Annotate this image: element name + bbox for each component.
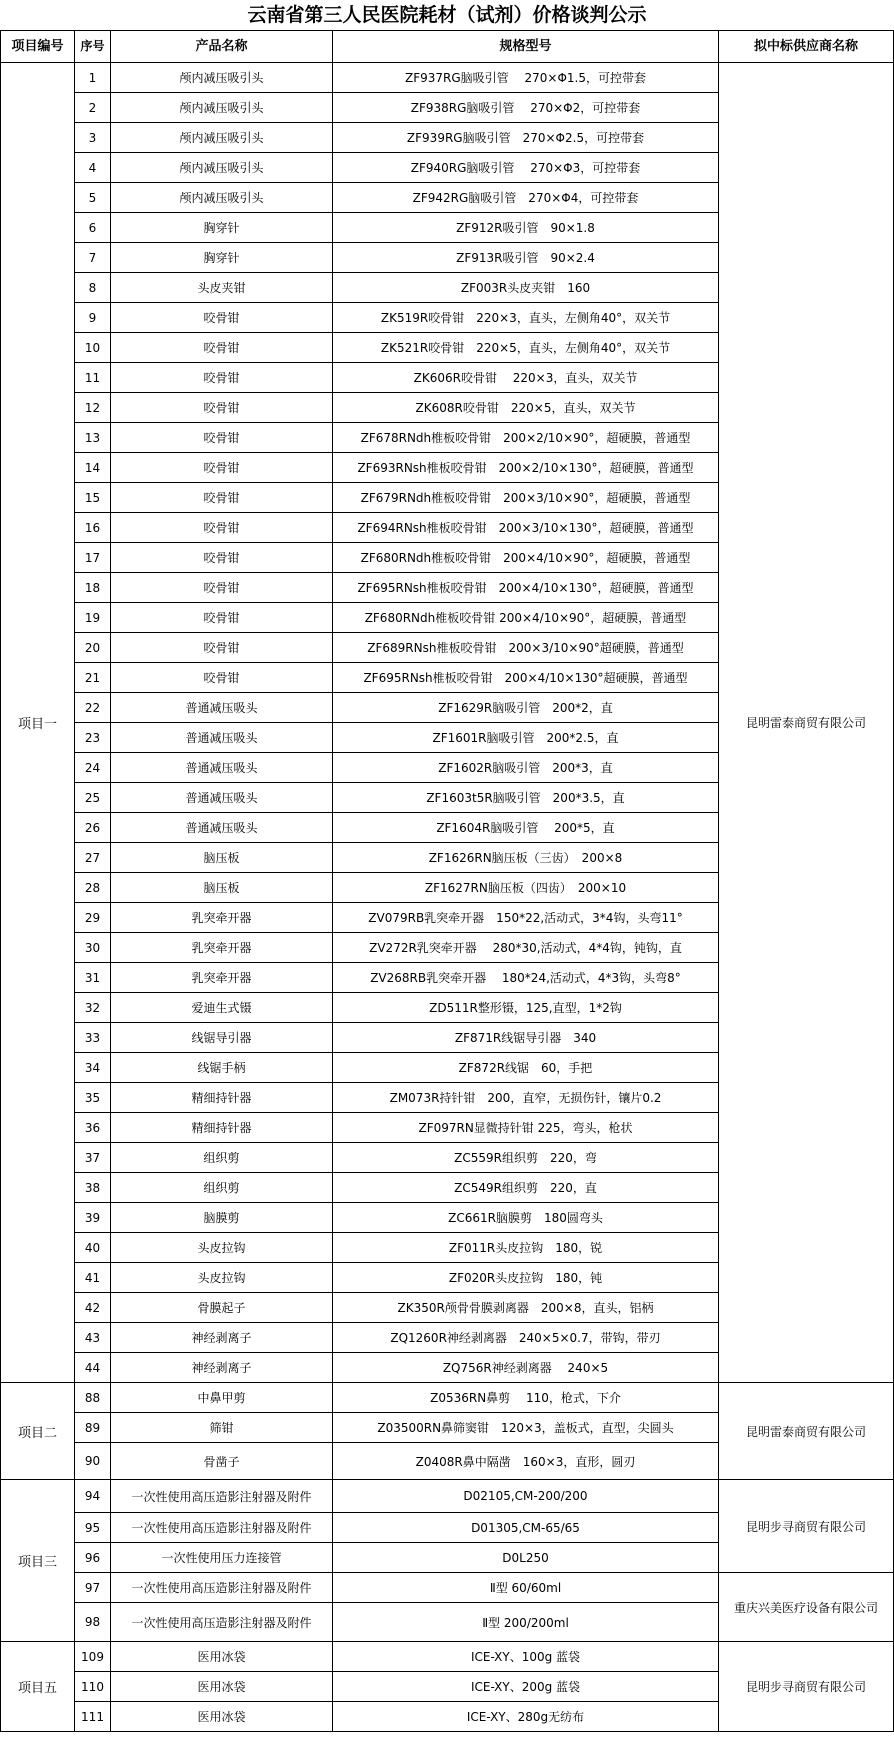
seq-cell: 2 [75, 93, 111, 123]
product-name-cell: 咬骨钳 [111, 633, 333, 663]
spec-cell: ZK350R颅骨骨膜剥离器 200×8，直头，铝柄 [333, 1293, 719, 1323]
seq-cell: 23 [75, 723, 111, 753]
spec-cell: ZF020R头皮拉钩 180，钝 [333, 1263, 719, 1293]
product-name-cell: 精细持针器 [111, 1083, 333, 1113]
product-name-cell: 普通减压吸头 [111, 753, 333, 783]
seq-cell: 11 [75, 363, 111, 393]
header-name: 产品名称 [111, 31, 333, 63]
seq-cell: 33 [75, 1023, 111, 1053]
seq-cell: 109 [75, 1642, 111, 1672]
project-cell: 项目三 [1, 1480, 75, 1642]
spec-cell: ZF694RNsh椎板咬骨钳 200×3/10×130°，超硬膜，普通型 [333, 513, 719, 543]
spec-cell: ZF913R吸引管 90×2.4 [333, 243, 719, 273]
spec-cell: D02105,CM-200/200 [333, 1480, 719, 1513]
seq-cell: 20 [75, 633, 111, 663]
product-name-cell: 线锯手柄 [111, 1053, 333, 1083]
seq-cell: 36 [75, 1113, 111, 1143]
spec-cell: ICE-XY、200g 蓝袋 [333, 1672, 719, 1702]
product-name-cell: 脑压板 [111, 843, 333, 873]
supplier-cell: 重庆兴美医疗设备有限公司 [719, 1573, 894, 1642]
table-body [1, 63, 894, 1732]
seq-cell: 44 [75, 1353, 111, 1383]
seq-cell: 5 [75, 183, 111, 213]
spec-cell: ZK608R咬骨钳 220×5，直头，双关节 [333, 393, 719, 423]
product-name-cell: 颅内减压吸引头 [111, 63, 333, 93]
spec-cell: ZV268RB乳突牵开器 180*24,活动式，4*3钩，头弯8° [333, 963, 719, 993]
seq-cell: 111 [75, 1702, 111, 1732]
seq-cell: 21 [75, 663, 111, 693]
product-name-cell: 咬骨钳 [111, 513, 333, 543]
spec-cell: ZC661R脑膜剪 180圆弯头 [333, 1203, 719, 1233]
product-name-cell: 医用冰袋 [111, 1642, 333, 1672]
spec-cell: ZK519R咬骨钳 220×3，直头，左侧角40°，双关节 [333, 303, 719, 333]
spec-cell: ZF942RG脑吸引管 270×Φ4，可控带套 [333, 183, 719, 213]
seq-cell: 26 [75, 813, 111, 843]
seq-cell: 4 [75, 153, 111, 183]
product-name-cell: 颅内减压吸引头 [111, 123, 333, 153]
product-name-cell: 胸穿针 [111, 213, 333, 243]
product-name-cell: 颅内减压吸引头 [111, 183, 333, 213]
product-name-cell: 乳突牵开器 [111, 933, 333, 963]
spec-cell: ZF937RG脑吸引管 270×Φ1.5，可控带套 [333, 63, 719, 93]
seq-cell: 24 [75, 753, 111, 783]
product-name-cell: 一次性使用高压造影注射器及附件 [111, 1573, 333, 1603]
seq-cell: 38 [75, 1173, 111, 1203]
spec-cell: ZV272R乳突牵开器 280*30,活动式，4*4钩，钝钩，直 [333, 933, 719, 963]
seq-cell: 34 [75, 1053, 111, 1083]
product-name-cell: 中鼻甲剪 [111, 1383, 333, 1413]
project-cell: 项目五 [1, 1642, 75, 1732]
product-name-cell: 乳突牵开器 [111, 903, 333, 933]
spec-cell: ZF1601R脑吸引管 200*2.5，直 [333, 723, 719, 753]
product-name-cell: 颅内减压吸引头 [111, 93, 333, 123]
spec-cell: ZF011R头皮拉钩 180，锐 [333, 1233, 719, 1263]
spec-cell: Z03500RN鼻筛窦钳 120×3，盖板式，直型，尖圆头 [333, 1413, 719, 1443]
seq-cell: 25 [75, 783, 111, 813]
seq-cell: 41 [75, 1263, 111, 1293]
seq-cell: 88 [75, 1383, 111, 1413]
table-row [1, 1573, 894, 1603]
product-name-cell: 组织剪 [111, 1143, 333, 1173]
product-name-cell: 精细持针器 [111, 1113, 333, 1143]
table-row [1, 1642, 894, 1672]
product-name-cell: 头皮夹钳 [111, 273, 333, 303]
supplier-cell: 昆明步寻商贸有限公司 [719, 1642, 894, 1732]
product-name-cell: 医用冰袋 [111, 1672, 333, 1702]
seq-cell: 43 [75, 1323, 111, 1353]
spec-cell: ZF1629R脑吸引管 200*2，直 [333, 693, 719, 723]
price-negotiation-table [0, 30, 894, 1732]
seq-cell: 96 [75, 1543, 111, 1573]
seq-cell: 8 [75, 273, 111, 303]
spec-cell: ZF1626RN脑压板（三齿） 200×8 [333, 843, 719, 873]
spec-cell: ZF872R线锯 60，手把 [333, 1053, 719, 1083]
product-name-cell: 颅内减压吸引头 [111, 153, 333, 183]
seq-cell: 40 [75, 1233, 111, 1263]
table-row [1, 1480, 894, 1513]
product-name-cell: 普通减压吸头 [111, 783, 333, 813]
spec-cell: ZF939RG脑吸引管 270×Φ2.5，可控带套 [333, 123, 719, 153]
spec-cell: ZF680RNdh椎板咬骨钳 200×4/10×90°，超硬膜，普通型 [333, 543, 719, 573]
seq-cell: 110 [75, 1672, 111, 1702]
spec-cell: ZC559R组织剪 220，弯 [333, 1143, 719, 1173]
header-seq: 序号 [75, 31, 111, 63]
seq-cell: 29 [75, 903, 111, 933]
seq-cell: 6 [75, 213, 111, 243]
seq-cell: 13 [75, 423, 111, 453]
product-name-cell: 组织剪 [111, 1173, 333, 1203]
seq-cell: 32 [75, 993, 111, 1023]
supplier-cell: 昆明步寻商贸有限公司 [719, 1480, 894, 1573]
product-name-cell: 头皮拉钩 [111, 1233, 333, 1263]
spec-cell: ZQ1260R神经剥离器 240×5×0.7，带钩，带刃 [333, 1323, 719, 1353]
seq-cell: 39 [75, 1203, 111, 1233]
seq-cell: 19 [75, 603, 111, 633]
seq-cell: 12 [75, 393, 111, 423]
product-name-cell: 骨凿子 [111, 1443, 333, 1480]
product-name-cell: 咬骨钳 [111, 363, 333, 393]
header-project: 项目编号 [1, 31, 75, 63]
page-title: 云南省第三人民医院耗材（试剂）价格谈判公示 [247, 4, 647, 26]
product-name-cell: 脑膜剪 [111, 1203, 333, 1233]
spec-cell: Z0408R鼻中隔凿 160×3，直形，圆刃 [333, 1443, 719, 1480]
product-name-cell: 一次性使用高压造影注射器及附件 [111, 1513, 333, 1543]
product-name-cell: 咬骨钳 [111, 393, 333, 423]
product-name-cell: 咬骨钳 [111, 663, 333, 693]
spec-cell: ZD511R整形镊，125,直型，1*2钩 [333, 993, 719, 1023]
product-name-cell: 神经剥离子 [111, 1353, 333, 1383]
spec-cell: ZF1602R脑吸引管 200*3，直 [333, 753, 719, 783]
product-name-cell: 头皮拉钩 [111, 1263, 333, 1293]
spec-cell: Ⅱ型 60/60ml [333, 1573, 719, 1603]
seq-cell: 7 [75, 243, 111, 273]
spec-cell: Z0536RN鼻剪 110，枪式，下介 [333, 1383, 719, 1413]
supplier-cell: 昆明雷泰商贸有限公司 [719, 63, 894, 1383]
product-name-cell: 咬骨钳 [111, 423, 333, 453]
seq-cell: 42 [75, 1293, 111, 1323]
spec-cell: ZF871R线锯导引器 340 [333, 1023, 719, 1053]
product-name-cell: 神经剥离子 [111, 1323, 333, 1353]
spec-cell: ICE-XY、100g 蓝袋 [333, 1642, 719, 1672]
seq-cell: 17 [75, 543, 111, 573]
table-row [1, 63, 894, 93]
spec-cell: ZF1604R脑吸引管 200*5，直 [333, 813, 719, 843]
spec-cell: ZF695RNsh椎板咬骨钳 200×4/10×130°，超硬膜，普通型 [333, 573, 719, 603]
spec-cell: ZF679RNdh椎板咬骨钳 200×3/10×90°，超硬膜，普通型 [333, 483, 719, 513]
spec-cell: ZF693RNsh椎板咬骨钳 200×2/10×130°，超硬膜，普通型 [333, 453, 719, 483]
spec-cell: ZF938RG脑吸引管 270×Φ2，可控带套 [333, 93, 719, 123]
seq-cell: 89 [75, 1413, 111, 1443]
product-name-cell: 脑压板 [111, 873, 333, 903]
product-name-cell: 胸穿针 [111, 243, 333, 273]
product-name-cell: 筛钳 [111, 1413, 333, 1443]
seq-cell: 1 [75, 63, 111, 93]
seq-cell: 35 [75, 1083, 111, 1113]
product-name-cell: 医用冰袋 [111, 1702, 333, 1732]
seq-cell: 22 [75, 693, 111, 723]
spec-cell: ZF097RN显微持针钳 225，弯头，枪状 [333, 1113, 719, 1143]
header-row [1, 31, 894, 63]
product-name-cell: 咬骨钳 [111, 573, 333, 603]
product-name-cell: 咬骨钳 [111, 303, 333, 333]
product-name-cell: 线锯导引器 [111, 1023, 333, 1053]
seq-cell: 97 [75, 1573, 111, 1603]
seq-cell: 16 [75, 513, 111, 543]
seq-cell: 98 [75, 1603, 111, 1642]
product-name-cell: 爱迪生式镊 [111, 993, 333, 1023]
seq-cell: 90 [75, 1443, 111, 1480]
spec-cell: ZF678RNdh椎板咬骨钳 200×2/10×90°，超硬膜，普通型 [333, 423, 719, 453]
product-name-cell: 咬骨钳 [111, 483, 333, 513]
product-name-cell: 普通减压吸头 [111, 813, 333, 843]
seq-cell: 14 [75, 453, 111, 483]
seq-cell: 27 [75, 843, 111, 873]
table-row [1, 1383, 894, 1413]
project-cell: 项目一 [1, 63, 75, 1383]
seq-cell: 31 [75, 963, 111, 993]
spec-cell: ICE-XY、280g无纺布 [333, 1702, 719, 1732]
supplier-cell: 昆明雷泰商贸有限公司 [719, 1383, 894, 1480]
spec-cell: ZF680RNdh椎板咬骨钳 200×4/10×90°，超硬膜，普通型 [333, 603, 719, 633]
spec-cell: ZF940RG脑吸引管 270×Φ3，可控带套 [333, 153, 719, 183]
product-name-cell: 普通减压吸头 [111, 693, 333, 723]
product-name-cell: 咬骨钳 [111, 603, 333, 633]
spec-cell: ZF1627RN脑压板（四齿） 200×10 [333, 873, 719, 903]
seq-cell: 37 [75, 1143, 111, 1173]
spec-cell: ZK606R咬骨钳 220×3，直头，双关节 [333, 363, 719, 393]
header-spec: 规格型号 [333, 31, 719, 63]
product-name-cell: 咬骨钳 [111, 333, 333, 363]
seq-cell: 9 [75, 303, 111, 333]
spec-cell: ZF695RNsh椎板咬骨钳 200×4/10×130°超硬膜，普通型 [333, 663, 719, 693]
seq-cell: 95 [75, 1513, 111, 1543]
product-name-cell: 骨膜起子 [111, 1293, 333, 1323]
spec-cell: D0L250 [333, 1543, 719, 1573]
spec-cell: ZC549R组织剪 220，直 [333, 1173, 719, 1203]
seq-cell: 94 [75, 1480, 111, 1513]
header-supplier: 拟中标供应商名称 [719, 31, 894, 63]
seq-cell: 10 [75, 333, 111, 363]
spec-cell: D01305,CM-65/65 [333, 1513, 719, 1543]
product-name-cell: 一次性使用高压造影注射器及附件 [111, 1603, 333, 1642]
seq-cell: 30 [75, 933, 111, 963]
seq-cell: 3 [75, 123, 111, 153]
seq-cell: 28 [75, 873, 111, 903]
spec-cell: ZF912R吸引管 90×1.8 [333, 213, 719, 243]
spec-cell: ZF003R头皮夹钳 160 [333, 273, 719, 303]
project-cell: 项目二 [1, 1383, 75, 1480]
product-name-cell: 乳突牵开器 [111, 963, 333, 993]
product-name-cell: 咬骨钳 [111, 543, 333, 573]
product-name-cell: 咬骨钳 [111, 453, 333, 483]
spec-cell: ZK521R咬骨钳 220×5，直头，左侧角40°，双关节 [333, 333, 719, 363]
spec-cell: Ⅱ型 200/200ml [333, 1603, 719, 1642]
product-name-cell: 普通减压吸头 [111, 723, 333, 753]
seq-cell: 15 [75, 483, 111, 513]
spec-cell: ZF689RNsh椎板咬骨钳 200×3/10×90°超硬膜，普通型 [333, 633, 719, 663]
spec-cell: ZV079RB乳突牵开器 150*22,活动式，3*4钩，头弯11° [333, 903, 719, 933]
product-name-cell: 一次性使用高压造影注射器及附件 [111, 1480, 333, 1513]
spec-cell: ZQ756R神经剥离器 240×5 [333, 1353, 719, 1383]
spec-cell: ZM073R持针钳 200，直窄，无损伤针，镶片0.2 [333, 1083, 719, 1113]
spec-cell: ZF1603t5R脑吸引管 200*3.5，直 [333, 783, 719, 813]
product-name-cell: 一次性使用压力连接管 [111, 1543, 333, 1573]
seq-cell: 18 [75, 573, 111, 603]
